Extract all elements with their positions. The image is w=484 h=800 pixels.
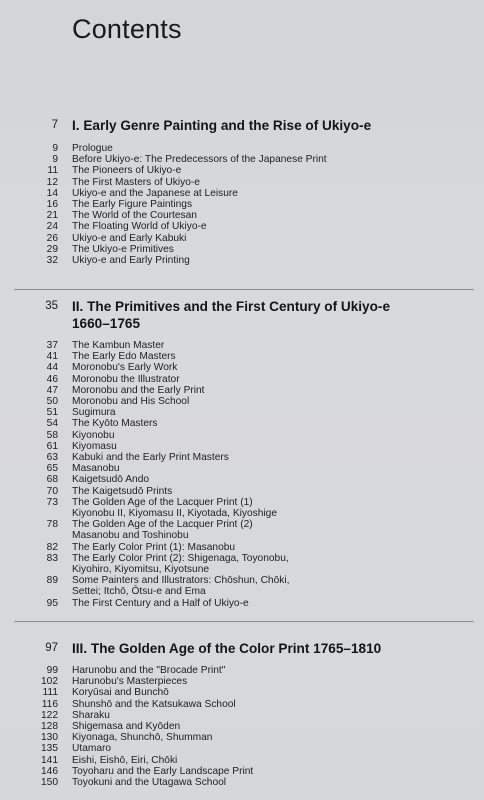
section-heading — [0, 298, 484, 332]
entry-title: Toyoharu and the Early Landscape Print — [72, 765, 254, 777]
list-item — [0, 430, 484, 441]
entry-list — [0, 665, 484, 788]
entry-title: The Golden Age of the Lacquer Print (1) Kiyonobu II, Kiyomasu II, Kiyotada, Kiyoshige — [72, 496, 277, 520]
list-item — [0, 143, 484, 154]
list-item — [0, 210, 484, 221]
page-number: 44 — [46, 362, 58, 374]
entry-title: Kiyomasu — [72, 440, 117, 452]
page-number: 141 — [41, 754, 58, 766]
page-number: 122 — [41, 709, 58, 721]
list-item — [0, 255, 484, 266]
page-number: 78 — [46, 519, 58, 531]
entry-title: The First Century and a Half of Ukiyo-e — [72, 597, 249, 609]
entry-title: Ukiyo-e and Early Kabuki — [72, 232, 187, 244]
section-divider — [14, 621, 474, 622]
page-number: 16 — [46, 199, 58, 211]
page-number: 82 — [46, 541, 58, 553]
page-number: 128 — [41, 721, 58, 733]
page-number: 41 — [46, 351, 58, 363]
list-item — [0, 676, 484, 687]
list-item — [0, 407, 484, 418]
list-item — [0, 542, 484, 553]
entry-title: Koryūsai and Bunchō — [72, 687, 169, 699]
page-number: 135 — [41, 743, 58, 755]
page-number: 9 — [52, 143, 58, 154]
list-item — [0, 486, 484, 497]
entry-title: Kiyonobu — [72, 429, 115, 441]
list-item — [0, 441, 484, 452]
list-item — [0, 362, 484, 373]
section-page-number: 97 — [45, 642, 58, 654]
list-item — [0, 665, 484, 676]
section-2 — [0, 298, 484, 609]
section-heading — [0, 640, 484, 657]
list-item — [0, 188, 484, 199]
page-number: 58 — [46, 429, 58, 441]
list-item — [0, 177, 484, 188]
page-number: 150 — [41, 777, 58, 789]
page-number: 130 — [41, 732, 58, 744]
page-number: 99 — [46, 665, 58, 676]
section-heading — [0, 117, 484, 134]
entry-title: Kaigetsudō Ando — [72, 474, 150, 486]
list-item — [0, 721, 484, 732]
entry-title: The Early Color Print (1): Masanobu — [72, 541, 236, 553]
list-item — [0, 452, 484, 463]
list-item — [0, 598, 484, 609]
page-number: 95 — [46, 597, 58, 609]
list-item — [0, 385, 484, 396]
page-number: 11 — [47, 165, 58, 177]
page-number: 89 — [46, 575, 58, 587]
section-3 — [0, 640, 484, 788]
entry-title: Moronobu's Early Work — [72, 362, 178, 374]
entry-title: The Early Edo Masters — [72, 351, 176, 363]
list-item — [0, 374, 484, 385]
entry-title: The Early Color Print (2): Shigenaga, Toyonobu, Kiyohiro, Kiyomitsu, Kiyotsune — [72, 552, 289, 576]
list-item — [0, 755, 484, 766]
list-item — [0, 340, 484, 351]
page-number: 46 — [46, 373, 58, 385]
section-title: II. The Primitives and the First Century of Ukiyo-e 1660–1765 — [72, 299, 391, 331]
entry-title: Before Ukiyo-e: The Predecessors of the Japanese Print — [72, 154, 327, 166]
section-title: I. Early Genre Painting and the Rise of Ukiyo-e — [72, 118, 372, 133]
entry-title: Shigemasa and Kyōden — [72, 721, 181, 733]
section-page-number: 35 — [45, 300, 58, 312]
list-item — [0, 418, 484, 429]
list-item — [0, 687, 484, 698]
entry-title: Sugimura — [72, 407, 116, 419]
entry-title: The World of the Courtesan — [72, 210, 197, 222]
entry-title: The Kambun Master — [72, 340, 165, 351]
list-item — [0, 463, 484, 474]
list-item — [0, 553, 484, 575]
page-number: 73 — [46, 496, 58, 508]
page-number: 61 — [46, 440, 58, 452]
list-item — [0, 766, 484, 777]
list-item — [0, 732, 484, 743]
page-number: 32 — [46, 255, 58, 267]
page-number: 14 — [46, 187, 58, 199]
list-item — [0, 699, 484, 710]
list-item — [0, 221, 484, 232]
entry-title: The Floating World of Ukiyo-e — [72, 221, 207, 233]
section-page-number: 7 — [51, 119, 58, 131]
list-item — [0, 396, 484, 407]
entry-list — [0, 340, 484, 609]
entry-title: The First Masters of Ukiyo-e — [72, 176, 200, 188]
entry-title: The Ukiyo-e Primitives — [72, 243, 174, 255]
section-divider — [14, 289, 474, 290]
list-item — [0, 777, 484, 788]
page-number: 37 — [46, 340, 58, 351]
entry-title: The Golden Age of the Lacquer Print (2) Masanobu and Toshinobu — [72, 519, 253, 542]
list-item — [0, 474, 484, 485]
section-1 — [0, 117, 484, 266]
list-item — [0, 199, 484, 210]
list-item — [0, 743, 484, 754]
list-item — [0, 154, 484, 165]
entry-title: Moronobu and His School — [72, 396, 190, 408]
list-item — [0, 165, 484, 176]
entry-title: Ukiyo-e and Early Printing — [72, 255, 190, 267]
entry-title: Kiyonaga, Shunchō, Shumman — [72, 732, 213, 744]
page-number: 51 — [46, 407, 58, 419]
entry-title: Moronobu and the Early Print — [72, 384, 205, 396]
page-number: 65 — [46, 463, 58, 475]
entry-title: Utamaro — [72, 743, 112, 755]
page-number: 111 — [42, 687, 58, 699]
page-number: 29 — [46, 243, 58, 255]
page-number: 21 — [46, 210, 58, 222]
entry-title: The Pioneers of Ukiyo-e — [72, 165, 182, 177]
entry-title: Some Painters and Illustrators: Chōshun, Chōki, Settei; Itchō, Ōtsu-e and Ema — [72, 575, 290, 598]
entry-list — [0, 143, 484, 266]
page-number: 24 — [46, 221, 58, 233]
page-number: 12 — [46, 176, 58, 188]
list-item — [0, 497, 484, 519]
entry-title: The Kaigetsudō Prints — [72, 485, 173, 497]
page-number: 26 — [46, 232, 58, 244]
entry-title: Ukiyo-e and the Japanese at Leisure — [72, 187, 238, 199]
page-number: 146 — [41, 765, 58, 777]
page-number: 102 — [41, 676, 58, 688]
entry-title: Harunobu and the "Brocade Print" — [72, 665, 226, 676]
entry-title: Prologue — [72, 143, 113, 154]
page-title: Contents — [72, 14, 182, 44]
page-number: 50 — [46, 396, 58, 408]
list-item — [0, 244, 484, 255]
list-item — [0, 233, 484, 244]
entry-title: Kabuki and the Early Print Masters — [72, 452, 229, 464]
list-item — [0, 519, 484, 541]
page-number: 54 — [46, 418, 58, 430]
page-number: 116 — [41, 698, 58, 710]
page-number: 9 — [52, 154, 58, 166]
entry-title: The Kyōto Masters — [72, 418, 158, 430]
page-number: 63 — [46, 452, 58, 464]
entry-title: Eishi, Eishō, Eiri, Chōki — [72, 754, 178, 766]
entry-title: The Early Figure Paintings — [72, 199, 193, 211]
list-item — [0, 575, 484, 597]
list-item — [0, 351, 484, 362]
entry-title: Moronobu the Illustrator — [72, 373, 180, 385]
list-item — [0, 710, 484, 721]
page-number: 47 — [46, 384, 58, 396]
section-title: III. The Golden Age of the Color Print 1765–1810 — [72, 641, 382, 656]
entry-title: Shunshō and the Katsukawa School — [72, 698, 236, 710]
entry-title: Harunobu's Masterpieces — [72, 676, 188, 688]
page-number: 70 — [46, 485, 58, 497]
entry-title: Masanobu — [72, 463, 120, 475]
page-number: 68 — [46, 474, 58, 486]
page-number: 83 — [46, 552, 58, 564]
entry-title: Toyokuni and the Utagawa School — [72, 777, 227, 789]
entry-title: Sharaku — [72, 709, 110, 721]
